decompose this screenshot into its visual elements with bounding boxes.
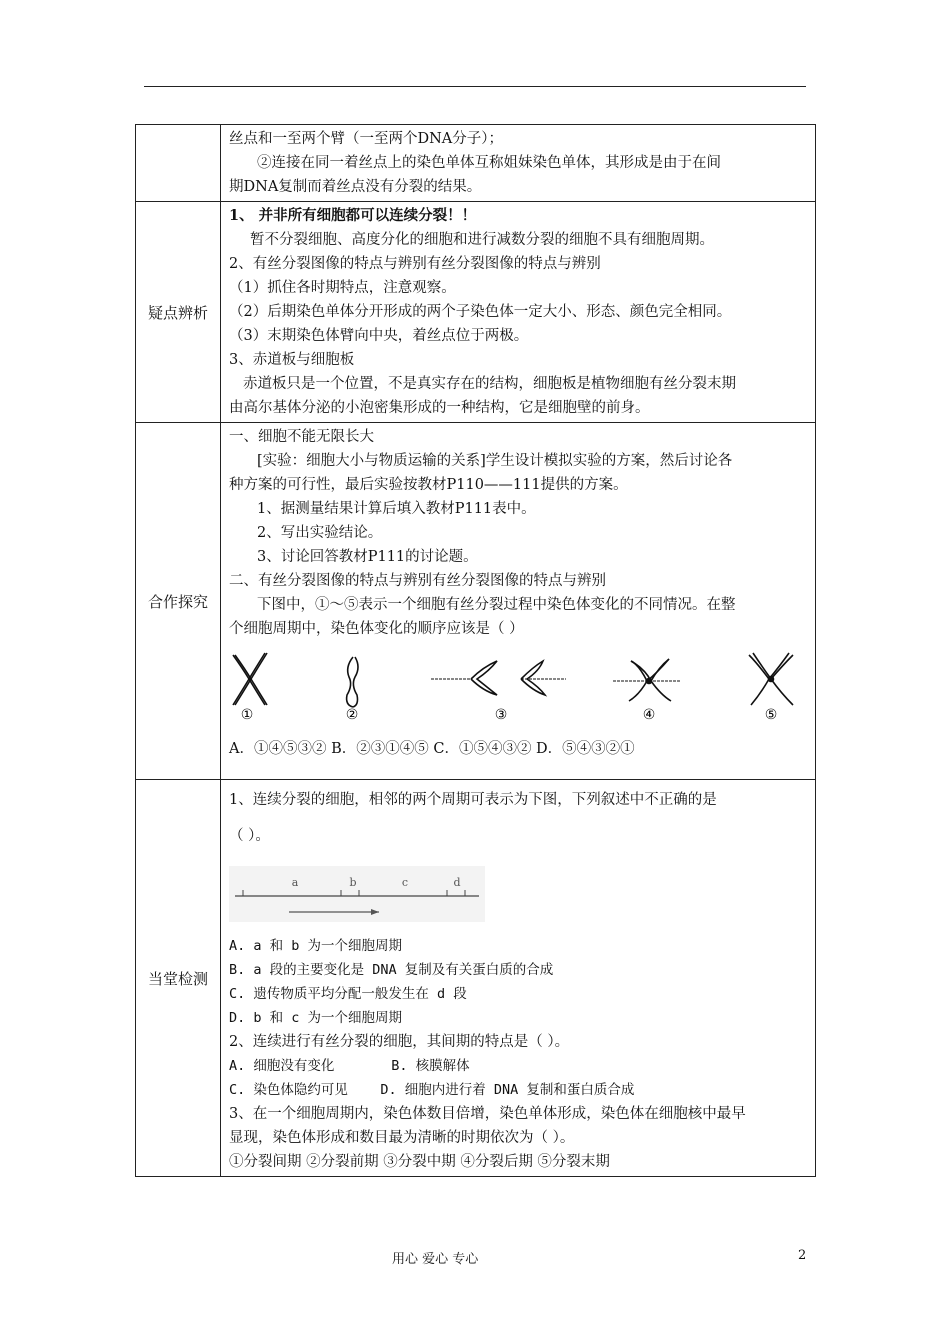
continued-line-1: 丝点和一至两个臂（一至两个DNA分子）； [229,131,504,147]
row-label-cooperation: 合作探究 [136,423,221,780]
test-q1-line-a: 1、连续分裂的细胞，相邻的两个周期可表示为下图，下列叙述中不正确的是 [229,792,717,808]
cooperation-content [221,423,816,780]
table-row-continued [136,125,816,202]
doubts-para-3b: 由高尔基体分泌的小泡密集形成的一种结构，它是细胞壁的前身。 [229,400,650,416]
cycle-letter-d: d [453,876,461,889]
test-q2-options-ab: A. 细胞没有变化 B. 核膜解体 [229,1058,470,1074]
lesson-table [135,124,816,1177]
test-q3-line-a: 3、在一个细胞周期内，染色体数目倍增，染色单体形成，染色体在细胞核中最早 [229,1106,746,1122]
chromosome-3 [431,661,566,695]
doubts-item-3: （3）末期染色体臂向中央，着丝点位于两极。 [229,328,529,344]
coop-question-a: 下图中，①～⑤表示一个细胞有丝分裂过程中染色体变化的不同情况。在整 [257,597,736,613]
chromosome-5 [749,653,793,705]
coop-answer-options: A．①④⑤③② B．②③①④⑤ C．①⑤④③② D．⑤④③②① [229,741,635,757]
table-row-doubts [136,202,816,423]
coop-experiment-a: [实验：细胞大小与物质运输的关系]学生设计模拟实验的方案，然后讨论各 [257,453,733,469]
doubts-content [221,202,816,423]
test-q1-option-c: C. 遗传物质平均分配一般发生在 d 段 [229,986,467,1002]
test-q1-option-a: A. a 和 b 为一个细胞周期 [229,938,403,954]
test-q1-line-b: （ ）。 [229,828,270,844]
cycle-letter-b: b [349,876,357,889]
cell-cycle-figure [229,866,485,922]
cycle-letter-c: c [401,876,409,889]
doubts-heading-2: 2、有丝分裂图像的特点与辨别有丝分裂图像的特点与辨别 [229,256,601,272]
doubts-para-3a: 赤道板只是一个位置，不是真实存在的结构，细胞板是植物细胞有丝分裂末期 [243,376,736,392]
cycle-letter-a: a [291,876,299,889]
doubts-item-1: （1）抓住各时期特点，注意观察。 [229,280,456,296]
doubts-heading-3: 3、赤道板与细胞板 [229,352,355,368]
continued-line-2: ②连接在同一着丝点上的染色单体互称姐妹染色单体，其形成是由于在间 [257,155,721,171]
doubts-para-1: 暂不分裂细胞、高度分化的细胞和进行减数分裂的细胞不具有细胞周期。 [250,232,714,248]
chromosome-figure [221,649,813,723]
chromosome-2 [347,657,358,707]
row-label-doubts: 疑点辨析 [136,202,221,423]
table-row-cooperation [136,423,816,780]
table-row-test [136,780,816,1177]
coop-question-b: 个细胞周期中，染色体变化的顺序应该是（ ） [229,621,524,637]
test-content [221,780,816,1177]
coop-experiment-b: 种方案的可行性，最后实验按教材P110——111提供的方案。 [229,477,628,493]
coop-heading-1: 一、细胞不能无限长大 [229,429,374,445]
continued-content [221,125,816,202]
fig-label-3: ③ [494,707,508,723]
coop-step-1: 1、据测量结果计算后填入教材P111表中。 [257,501,536,517]
test-q3-line-b: 显现，染色体形成和数目最为清晰的时期依次为（ ）。 [229,1130,575,1146]
test-q2: 2、连续进行有丝分裂的细胞，其间期的特点是（ ）。 [229,1034,570,1050]
header-rule [144,86,806,87]
row-label-empty [136,125,221,202]
footer-motto: 用心 爱心 专心 [392,1252,479,1267]
test-q1-option-d: D. b 和 c 为一个细胞周期 [229,1010,403,1026]
coop-step-3: 3、讨论回答教材P111的讨论题。 [257,549,478,565]
coop-step-2: 2、写出实验结论。 [257,525,383,541]
doubts-heading-1: 1、 并非所有细胞都可以连续分裂！！ [229,207,477,224]
fig-label-4: ④ [642,707,656,723]
page-number: 2 [798,1248,807,1263]
chromosome-1 [233,653,267,705]
test-q3-options: ①分裂间期 ②分裂前期 ③分裂中期 ④分裂后期 ⑤分裂末期 [229,1154,610,1170]
fig-label-1: ① [240,707,254,723]
row-label-test: 当堂检测 [136,780,221,1177]
doubts-item-2: （2）后期染色单体分开形成的两个子染色体一定大小、形态、颜色完全相同。 [229,304,732,320]
test-q2-options-cd: C. 染色体隐约可见 D. 细胞内进行着 DNA 复制和蛋白质合成 [229,1082,635,1098]
coop-heading-2: 二、有丝分裂图像的特点与辨别有丝分裂图像的特点与辨别 [229,573,606,589]
fig-label-5: ⑤ [764,707,778,723]
continued-line-3: 期DNA复制而着丝点没有分裂的结果。 [229,179,482,195]
chromosome-4 [613,659,681,701]
test-q1-option-b: B. a 段的主要变化是 DNA 复制及有关蛋白质的合成 [229,962,554,978]
fig-label-2: ② [345,707,359,723]
